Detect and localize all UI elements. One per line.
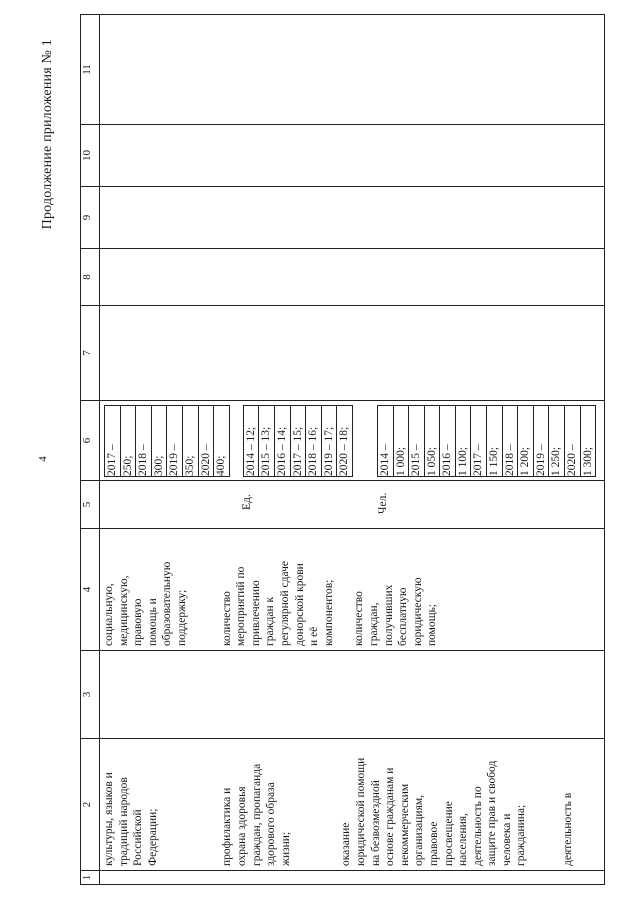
text-line: основе гражданам и — [384, 767, 397, 866]
unit-label: Ед. — [241, 494, 253, 510]
value-line: 2018 – — [502, 406, 518, 477]
value-line: 2018 – — [136, 406, 152, 477]
value-line: 1 250; — [549, 406, 565, 477]
value-line: 2014 – — [377, 406, 393, 477]
text-line: и её — [308, 626, 321, 646]
text-line: здорового образа — [265, 782, 278, 866]
text-line: образовательную — [161, 561, 174, 646]
text-line: бесплатную — [397, 587, 410, 646]
value-line: 400; — [214, 406, 230, 477]
value-line: 2015 – — [409, 406, 425, 477]
value-line: 1 300; — [580, 406, 596, 477]
page-number: 4 — [36, 456, 49, 462]
value-line: 2015 – 13; — [259, 406, 275, 477]
value-line: 2016 – — [440, 406, 456, 477]
values-table-c — [377, 405, 596, 477]
text-line: культуры, языков и — [103, 772, 115, 866]
text-line: профилактика и — [221, 787, 234, 866]
text-line: помощь и — [146, 598, 159, 646]
values-table-b — [243, 405, 353, 477]
appendix-table — [80, 14, 605, 885]
col-header-1: 1 — [81, 871, 100, 885]
value-line: 2018 – 16; — [306, 406, 322, 477]
col-header-9: 9 — [81, 187, 100, 249]
col-header-8: 8 — [81, 249, 100, 306]
text-line: количество — [353, 591, 366, 646]
col-2-cell — [100, 739, 605, 871]
value-line: 1 150; — [487, 406, 503, 477]
value-line: 2017 – 15; — [290, 406, 306, 477]
col-5-cell — [100, 481, 605, 529]
text-line: охрана здоровья — [235, 786, 248, 866]
text-line: правовую — [132, 598, 145, 646]
value-line: 2020 – 18; — [337, 406, 353, 477]
text-line: количество — [220, 591, 233, 646]
text-line: помощь; — [426, 603, 439, 646]
value-line: 250; — [120, 406, 136, 477]
text-line: правовое — [427, 821, 440, 866]
text-line: юридической помощи — [354, 757, 367, 866]
value-line: 1 050; — [424, 406, 440, 477]
col-8-cell — [100, 249, 605, 306]
values-table-a — [104, 405, 230, 477]
value-line: 2019 – — [167, 406, 183, 477]
col-header-11: 11 — [81, 15, 100, 125]
value-line: 300; — [151, 406, 167, 477]
text-line: регулярной сдаче — [278, 560, 291, 646]
value-line: 2019 – 17; — [321, 406, 337, 477]
text-line: жизни; — [279, 831, 292, 866]
text-line: гражданина; — [515, 804, 528, 866]
text-line: привлечению — [249, 580, 262, 646]
text-line: медицинскую, — [117, 575, 130, 646]
text-line: защите прав и свобод — [486, 760, 499, 866]
value-line: 2017 – — [105, 406, 121, 477]
value-line: 2020 – — [198, 406, 214, 477]
col-6-cell — [100, 401, 605, 481]
text-line: граждан к — [264, 596, 277, 646]
value-line: 1 200; — [518, 406, 534, 477]
header-row — [81, 15, 100, 885]
text-line: традиций народов — [117, 777, 130, 866]
text-line: юридическую — [411, 577, 424, 646]
col-9-cell — [100, 187, 605, 249]
col-header-10: 10 — [81, 125, 100, 187]
text-line: донорской крови — [293, 563, 306, 646]
text-line: поддержку; — [175, 589, 188, 646]
value-line: 1 100; — [455, 406, 471, 477]
value-line: 350; — [182, 406, 198, 477]
text-line: граждан, пропаганда — [250, 763, 263, 866]
text-line: получивших — [382, 584, 395, 646]
text-line: мероприятий по — [235, 566, 248, 646]
body-row — [100, 15, 605, 885]
text-line: населения, — [457, 813, 470, 866]
text-line: компонентов; — [322, 579, 335, 646]
text-line: деятельность в — [562, 792, 575, 866]
text-line: деятельность по — [471, 786, 484, 866]
col-header-3: 3 — [81, 651, 100, 739]
text-line: некоммерческим — [398, 783, 411, 866]
text-line: Российской — [132, 809, 145, 866]
unit-label: Чел. — [377, 492, 389, 514]
col-1-cell — [100, 871, 605, 885]
value-line: 2017 – — [471, 406, 487, 477]
col-header-4: 4 — [81, 529, 100, 651]
col-header-7: 7 — [81, 306, 100, 401]
col-4-cell — [100, 529, 605, 651]
text-line: оказание — [340, 822, 353, 866]
text-line: просвещение — [442, 801, 455, 866]
col-7-cell — [100, 306, 605, 401]
col-3-cell — [100, 651, 605, 739]
col-header-5: 5 — [81, 481, 100, 529]
col-header-6: 6 — [81, 401, 100, 481]
value-line: 1 000; — [393, 406, 409, 477]
text-line: на безвозмездной — [369, 780, 382, 866]
value-line: 2019 – — [533, 406, 549, 477]
text-line: социальную, — [103, 583, 115, 646]
col-10-cell — [100, 125, 605, 187]
col-header-2: 2 — [81, 739, 100, 871]
text-line: Федерации; — [146, 808, 159, 866]
appendix-title: Продолжение приложения № 1 — [40, 39, 55, 230]
text-line: организациям, — [413, 794, 426, 866]
value-line: 2014 – 12; — [243, 406, 259, 477]
text-line: человека и — [500, 813, 513, 866]
value-line: 2020 – — [565, 406, 581, 477]
value-line: 2016 – 14; — [274, 406, 290, 477]
rotated-page — [40, 15, 605, 885]
col-11-cell — [100, 15, 605, 125]
text-line: граждан, — [367, 602, 380, 646]
